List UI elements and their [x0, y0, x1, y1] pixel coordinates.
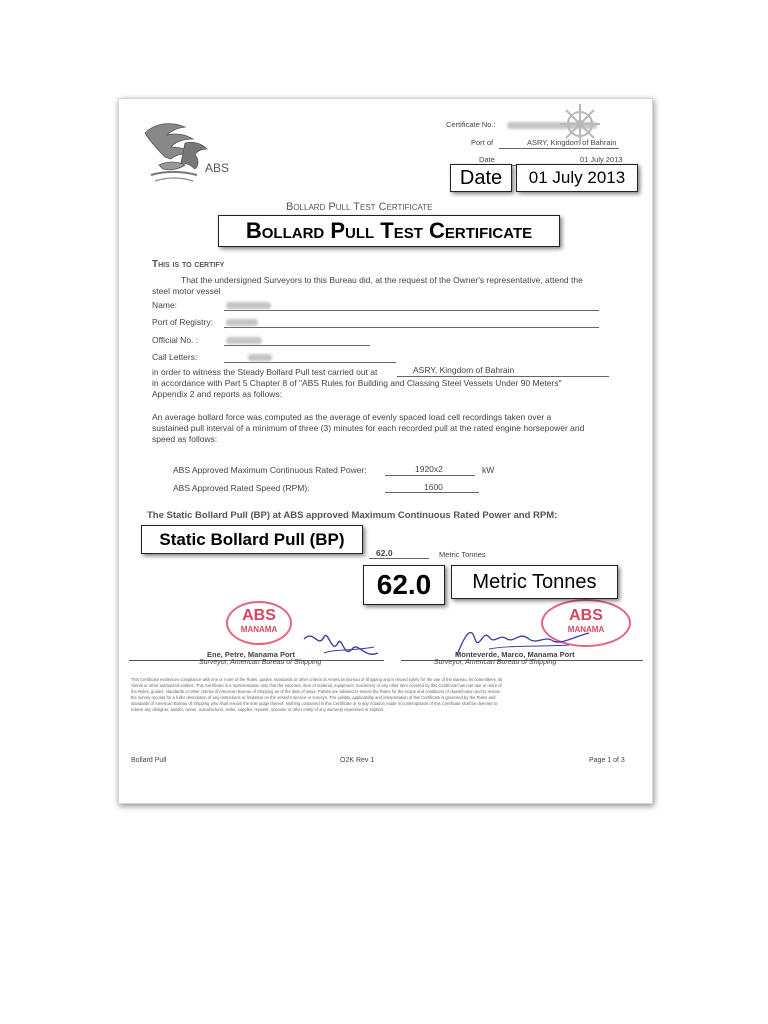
- abs-logo-text: ABS: [205, 161, 230, 175]
- name-label: Name:: [152, 300, 178, 310]
- certify-heading: This is to certify: [152, 259, 225, 270]
- name-redacted: [226, 302, 271, 309]
- disclaimer: This Certificate evidences compliance with one or more of the Rules, guides, standards or other criteria of American Bureau of Shipping and is issued solely for the use of the Bureau, its committees, its clients or other authorized entities. This Certificate is a representation only that the structure, item of material, equipment, machinery or any other item covered by this Certificate has met one or more of the Rules, guides, standards or other criteria of American Bureau of Shipping as of the date of issue. Parties are advised to review the Rules for the scope and conditions of classification and to review the survey records for a fuller description of any restrictions or limitation on the vessel's service or surveys. The validity, applicability and interpretation of this Certificate is governed by the Rules and standards of American Bureau of Shipping who shall remain the sole judge thereof. Nothing contained in this Certificate or in any notation made in contemplation of this Certificate shall be deemed to relieve any designer, builder, owner, manufacturer, seller, supplier, repairer, operator or other entity of any warranty expressed or implied.: [131, 677, 503, 712]
- intro-line-2: steel motor vessel: [152, 286, 221, 296]
- average-line-3: speed as follows:: [152, 434, 218, 444]
- witness-line-1: in order to witness the Steady Bollard Pull test carried out at: [152, 367, 378, 377]
- average-line-1: An average bollard force was computed as the average of evenly spaced load cell recordings taken over a: [152, 412, 552, 422]
- witness-location: ASRY, Kingdom of Bahrain: [413, 365, 515, 375]
- surveyor-right-role: Surveyor, American Bureau of Shipping: [434, 659, 557, 666]
- footer-right: Page 1 of 3: [589, 757, 625, 764]
- title-callout: Bollard Pull Test Certificate: [218, 215, 560, 247]
- power-label: ABS Approved Maximum Continuous Rated Power:: [173, 465, 367, 475]
- intro-line-1: That the undersigned Surveyors to this Bureau did, at the request of the Owner's representative, attend the: [181, 275, 583, 285]
- surveyor-left-role: Surveyor, American Bureau of Shipping: [199, 659, 322, 666]
- date-callout-label: Date: [450, 164, 512, 192]
- port-of-value: ASRY, Kingdom of Bahrain: [527, 138, 617, 147]
- footer-center: O2K Rev 1: [340, 757, 375, 764]
- port-of-registry-label: Port of Registry:: [152, 317, 213, 327]
- port-of-registry-redacted: [226, 319, 258, 326]
- bp-callout-value: 62.0: [363, 565, 445, 605]
- abs-seal-right: ABS MANAMA: [541, 599, 631, 647]
- call-letters-label: Call Letters:: [152, 352, 198, 362]
- date-label: Date: [479, 155, 495, 164]
- surveyor-left-name: Ene, Petre, Manama Port: [207, 650, 295, 659]
- abs-eagle-logo: [141, 119, 213, 185]
- ship-wheel-icon: [557, 101, 603, 147]
- port-of-label: Port of: [471, 138, 494, 147]
- official-no-redacted: [226, 337, 262, 344]
- bp-callout-unit: Metric Tonnes: [451, 565, 618, 599]
- call-letters-redacted: [248, 354, 272, 361]
- bp-value-small: 62.0: [376, 548, 393, 558]
- certificate-page: [118, 98, 653, 804]
- power-unit: kW: [482, 465, 495, 475]
- certificate-no-label: Certificate No.:: [446, 120, 496, 129]
- date-callout-value: 01 July 2013: [516, 164, 638, 192]
- bp-callout-label: Static Bollard Pull (BP): [141, 525, 363, 554]
- witness-line-3: Appendix 2 and reports as follows:: [152, 389, 282, 399]
- abs-seal-left: ABS MANAMA: [226, 601, 292, 645]
- speed-label: ABS Approved Rated Speed (RPM):: [173, 483, 310, 493]
- power-value: 1920x2: [415, 464, 443, 474]
- official-no-label: Official No. :: [152, 335, 199, 345]
- footer-left: Bollard Pull: [131, 757, 167, 764]
- surveyor-right-name: Monteverde, Marco, Manama Port: [455, 650, 575, 659]
- document-title: Bollard Pull Test Certificate: [286, 201, 433, 213]
- date-value: 01 July 2013: [580, 155, 623, 164]
- average-line-2: sustained pull interval of a minimum of three (3) minutes for each recorded pull at the rated engine horsepower and: [152, 423, 585, 433]
- witness-line-2: in accordance with Part 5 Chapter 8 of "ABS Rules for Building and Classing Steel Vessels Under 90 Meters": [152, 378, 562, 388]
- bp-heading: The Static Bollard Pull (BP) at ABS approved Maximum Continuous Rated Power and RPM:: [147, 510, 558, 521]
- bp-unit-small: Metric Tonnes: [439, 550, 486, 559]
- speed-value: 1600: [424, 482, 443, 492]
